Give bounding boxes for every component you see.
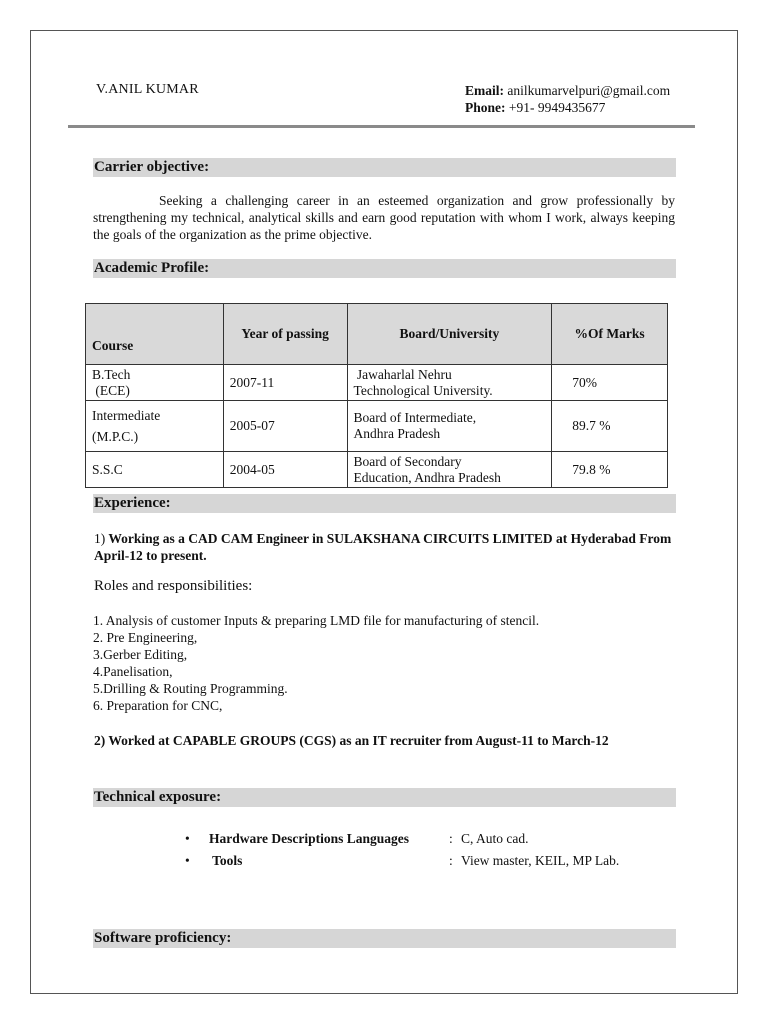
technical-list	[185, 828, 619, 872]
cell-marks: 79.8 %	[552, 452, 668, 488]
tech-colon: :	[449, 853, 453, 868]
table-row	[86, 401, 668, 452]
candidate-name: V.ANIL KUMAR	[96, 82, 199, 97]
header-divider	[68, 125, 695, 128]
experience-job-1	[94, 530, 676, 564]
section-objective: Carrier objective:	[93, 158, 676, 177]
tech-value: View master, KEIL, MP Lab.	[461, 853, 620, 868]
email-line	[465, 82, 670, 99]
table-row	[86, 365, 668, 401]
experience-job-2: 2) Worked at CAPABLE GROUPS (CGS) as an IT recruiter from August-11 to March-12	[94, 733, 609, 748]
cell-course: B.Tech (ECE)	[86, 365, 224, 401]
email-value[interactable]: anilkumarvelpuri@gmail.com	[507, 83, 671, 98]
cell-board: Board of Secondary Education, Andhra Pradesh	[347, 452, 552, 488]
cell-year: 2004-05	[223, 452, 347, 488]
section-experience: Experience:	[93, 494, 676, 513]
cell-course: S.S.C	[86, 452, 224, 488]
list-item	[185, 828, 619, 850]
list-item: 3.Gerber Editing,	[93, 647, 188, 662]
table-header-row	[86, 304, 668, 365]
col-header-course: Course	[86, 304, 224, 365]
phone-label: Phone:	[465, 100, 506, 115]
cell-marks: 89.7 %	[552, 401, 668, 452]
list-item	[185, 850, 619, 872]
list-item: 1. Analysis of customer Inputs & preparing LMD file for manufacturing of stencil.	[93, 613, 540, 628]
phone-line	[465, 99, 670, 116]
cell-course: Intermediate (M.P.C.)	[86, 401, 224, 452]
section-technical: Technical exposure:	[93, 788, 676, 807]
tech-value: C, Auto cad.	[461, 831, 529, 846]
tech-colon: :	[449, 831, 453, 846]
bullet-icon: •	[185, 853, 190, 868]
roles-heading: Roles and responsibilities:	[94, 578, 253, 594]
bullet-icon: •	[185, 831, 190, 846]
list-item: 2. Pre Engineering,	[93, 630, 198, 645]
cell-marks: 70%	[552, 365, 668, 401]
academic-table	[85, 303, 668, 488]
col-header-board: Board/University	[347, 304, 552, 365]
job-1-text: Working as a CAD CAM Engineer in SULAKSHANA CIRCUITS LIMITED at Hyderabad From April-12 to present.	[94, 531, 672, 563]
section-academic: Academic Profile:	[93, 259, 676, 278]
cell-year: 2005-07	[223, 401, 347, 452]
list-item: 6. Preparation for CNC,	[93, 698, 223, 713]
cell-year: 2007-11	[223, 365, 347, 401]
section-software: Software proficiency:	[93, 929, 676, 948]
tech-label: Tools	[209, 853, 243, 868]
col-header-year: Year of passing	[223, 304, 347, 365]
contact-block	[465, 82, 670, 116]
email-label: Email:	[465, 83, 504, 98]
cell-board: Jawaharlal Nehru Technological University.	[347, 365, 552, 401]
col-header-marks: %Of Marks	[552, 304, 668, 365]
phone-value: +91- 9949435677	[508, 100, 606, 115]
list-item: 5.Drilling & Routing Programming.	[93, 681, 288, 696]
table-row	[86, 452, 668, 488]
cell-board: Board of Intermediate, Andhra Pradesh	[347, 401, 552, 452]
objective-paragraph	[93, 192, 675, 243]
job-1-number: 1)	[94, 531, 106, 546]
tech-label: Hardware Descriptions Languages	[209, 831, 410, 846]
objective-text: Seeking a challenging career in an esteemed organization and grow professionally by strengthening my technical, analytical skills and earn good reputation with whom I work, always keeping the goals of the organization as the prime objective.	[93, 193, 675, 242]
roles-list	[93, 612, 539, 714]
list-item: 4.Panelisation,	[93, 664, 173, 679]
